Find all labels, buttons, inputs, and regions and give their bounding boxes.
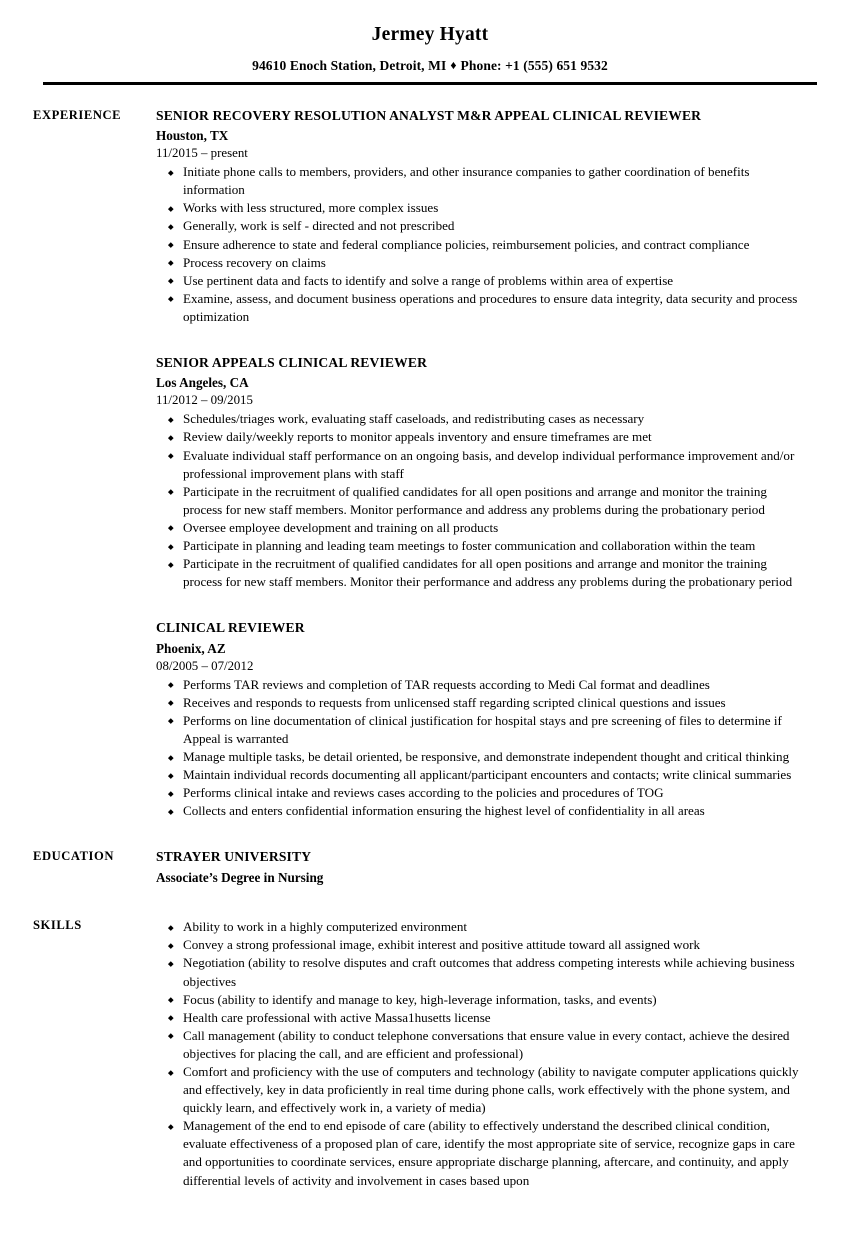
- job-bullet: Works with less structured, more complex issues: [156, 199, 806, 217]
- job-bullet-list: [156, 410, 806, 591]
- job-bullet: Evaluate individual staff performance on an ongoing basis, and develop individual performance improvement and/or professional improvement plans with staff: [156, 447, 806, 483]
- job-bullet: Manage multiple tasks, be detail oriented, be responsive, and demonstrate independent thought and critical thinking: [156, 748, 806, 766]
- skill-bullet: Call management (ability to conduct telephone conversations that ensure value in every contact, achieve the desired objectives for placing the call, and are efficient and professional): [156, 1027, 806, 1063]
- job-bullet: Performs clinical intake and reviews cases according to the policies and procedures of TOG: [156, 784, 806, 802]
- education-degree: Associate’s Degree in Nursing: [156, 870, 324, 886]
- skills-section: [0, 917, 860, 1189]
- contact-line: [0, 58, 860, 74]
- education-school: STRAYER UNIVERSITY: [156, 849, 312, 865]
- job-bullet: Initiate phone calls to members, providers, and other insurance companies to gather coordination of benefits information: [156, 163, 806, 199]
- contact-phone: Phone: +1 (555) 651 9532: [460, 58, 608, 74]
- section-label-skills: SKILLS: [33, 918, 82, 933]
- job-bullet-list: [156, 676, 806, 821]
- job-bullet: Collects and enters confidential information ensuring the highest level of confidentiality in all areas: [156, 802, 806, 820]
- job-bullet: Performs on line documentation of clinical justification for hospital stays and pre screening of files to determine if Appeal is warranted: [156, 712, 806, 748]
- diamond-separator-icon: ♦: [450, 58, 457, 73]
- job-bullet: Performs TAR reviews and completion of TAR requests according to Medi Cal format and deadlines: [156, 676, 806, 694]
- job-bullet: Generally, work is self - directed and not prescribed: [156, 217, 806, 235]
- job-bullet: Schedules/triages work, evaluating staff caseloads, and redistributing cases as necessary: [156, 410, 806, 428]
- experience-entries: [153, 107, 806, 821]
- job-bullet: Maintain individual records documenting all applicant/participant encounters and contacts; write clinical summaries: [156, 766, 806, 784]
- section-label-education: EDUCATION: [33, 849, 114, 864]
- job-dates: 08/2005 – 07/2012: [156, 658, 254, 673]
- skill-bullet: Management of the end to end episode of care (ability to effectively understand the described clinical condition, evaluate effectiveness of a proposed plan of care, identify the most appropriate site of service, recognize gaps in care and opportunities to coordinate services, ensure appropriate discharge planning, aftercare, and continuity, and apply differential levels of activity and involvement in cases based upon: [156, 1117, 806, 1189]
- experience-entry: [156, 354, 806, 591]
- candidate-name: Jermey Hyatt: [371, 24, 489, 45]
- skills-bullet-list: [156, 918, 806, 1189]
- education-section: [0, 848, 860, 887]
- job-bullet: Oversee employee development and training on all products: [156, 519, 806, 537]
- job-bullet-list: [156, 163, 806, 326]
- job-bullet: Receives and responds to requests from unlicensed staff regarding scripted clinical questions and issues: [156, 694, 806, 712]
- job-dates: 11/2012 – 09/2015: [156, 393, 253, 408]
- job-bullet: Participate in the recruitment of qualified candidates for all open positions and arrange and monitor the training process for new staff members. Monitor performance and address any problems during the probationary period: [156, 483, 806, 519]
- job-bullet: Participate in planning and leading team meetings to foster communication and collaboration within the team: [156, 537, 806, 555]
- skill-bullet: Focus (ability to identify and manage to key, high-leverage information, tasks, and events): [156, 991, 806, 1009]
- contact-address: 94610 Enoch Station, Detroit, MI: [252, 58, 447, 74]
- experience-entry: [156, 107, 806, 326]
- header-divider: [43, 82, 817, 84]
- job-bullet: Ensure adherence to state and federal compliance policies, reimbursement policies, and contract compliance: [156, 236, 806, 254]
- skill-bullet: Convey a strong professional image, exhibit interest and positive attitude toward all assigned work: [156, 936, 806, 954]
- resume-header: [0, 0, 860, 85]
- job-bullet: Examine, assess, and document business operations and procedures to ensure data integrity, data security and process optimization: [156, 290, 806, 326]
- experience-section: [0, 107, 860, 821]
- job-bullet: Process recovery on claims: [156, 254, 806, 272]
- job-title: CLINICAL REVIEWER: [156, 620, 305, 636]
- job-bullet: Review daily/weekly reports to monitor appeals inventory and ensure timeframes are met: [156, 428, 806, 446]
- skills-entries: [153, 917, 806, 1189]
- skill-bullet: Health care professional with active Massa1husetts license: [156, 1009, 806, 1027]
- job-dates: 11/2015 – present: [156, 146, 248, 161]
- skill-bullet: Negotiation (ability to resolve disputes and craft outcomes that address competing interests while achieving business objectives: [156, 954, 806, 990]
- experience-entry: [156, 619, 806, 820]
- section-label-experience: EXPERIENCE: [33, 107, 122, 122]
- job-title: SENIOR APPEALS CLINICAL REVIEWER: [156, 355, 428, 371]
- job-bullet: Participate in the recruitment of qualified candidates for all open positions and arrange and monitor the training process for new staff members. Monitor their performance and address any problems during the probationary period: [156, 555, 806, 591]
- education-entries: [153, 848, 806, 887]
- skill-bullet: Ability to work in a highly computerized environment: [156, 918, 806, 936]
- job-title: SENIOR RECOVERY RESOLUTION ANALYST M&R APPEAL CLINICAL REVIEWER: [156, 107, 702, 123]
- job-location: Phoenix, AZ: [156, 640, 226, 656]
- skill-bullet: Comfort and proficiency with the use of computers and technology (ability to navigate computer applications quickly and effectively, key in data proficiently in real time during phone calls, work effectively with the phone system, and quickly learn, and effectively work in, a variety of media): [156, 1063, 806, 1117]
- job-location: Los Angeles, CA: [156, 375, 249, 391]
- job-location: Houston, TX: [156, 128, 229, 144]
- job-bullet: Use pertinent data and facts to identify and solve a range of problems within area of expertise: [156, 272, 806, 290]
